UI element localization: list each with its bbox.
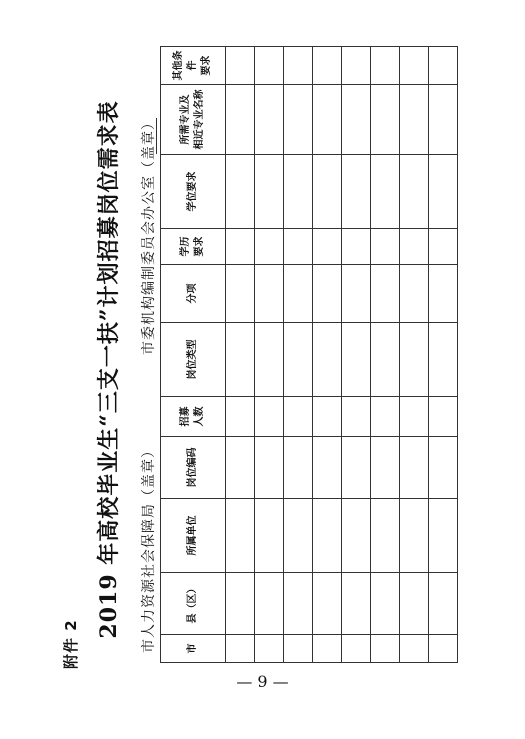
header-subitem: 分项 [161,265,226,323]
table-cell [226,229,255,265]
table-cell [226,499,255,573]
table-cell [429,155,458,229]
table-cell [313,155,342,229]
table-cell [255,85,284,155]
table-cell [429,397,458,437]
header-unit: 所属单位 [161,499,226,573]
page-number: — 9 — [236,672,289,691]
annex-label: 附件 2 [62,619,80,669]
table-cell [255,573,284,635]
table-cell [342,323,371,397]
table-cell [313,499,342,573]
table-cell [284,635,313,663]
table-cell [429,47,458,85]
table-cell [342,635,371,663]
table-row [371,47,400,663]
table-cell [400,437,429,499]
table-cell [400,229,429,265]
table-cell [371,437,400,499]
table-cell [429,635,458,663]
header-city: 市 [161,635,226,663]
table-cell [284,85,313,155]
table-cell [400,573,429,635]
table-cell [255,229,284,265]
header-headcount: 招募 人数 [161,397,226,437]
table-cell [313,85,342,155]
table-cell [342,397,371,437]
seal-underline [156,118,157,154]
table-cell [429,573,458,635]
table-cell [342,155,371,229]
table-cell [400,85,429,155]
table-cell [313,397,342,437]
table-body [226,47,458,663]
table-cell [313,323,342,397]
table-cell [255,155,284,229]
table-cell [284,155,313,229]
table-cell [226,437,255,499]
table-cell [342,499,371,573]
table-cell [400,635,429,663]
table-cell [313,573,342,635]
table-row [284,47,313,663]
table-cell [342,47,371,85]
table-cell [342,265,371,323]
table-cell [226,323,255,397]
table-cell [429,85,458,155]
table-cell [284,437,313,499]
table-cell [429,229,458,265]
table-cell [371,229,400,265]
table-cell [226,85,255,155]
hr-bureau-seal-line: 市人力资源社会保障局（盖章） [141,443,157,653]
header-post-type: 岗位类型 [161,323,226,397]
table-cell [226,47,255,85]
table-cell [284,573,313,635]
table-cell [313,229,342,265]
table-cell [400,265,429,323]
staffing-office-seal-line: 市委机构编制委员会办公室（盖章） [141,115,157,355]
table-cell [429,323,458,397]
table-cell [313,265,342,323]
table-cell [226,397,255,437]
table-cell [226,573,255,635]
table-cell [400,323,429,397]
table-cell [371,85,400,155]
header-post-code: 岗位编码 [161,437,226,499]
recruitment-table [160,46,458,663]
header-major: 所需专业及 相近专业名称 [161,85,226,155]
table-row [400,47,429,663]
table-cell [255,47,284,85]
table-cell [400,155,429,229]
table-cell [284,47,313,85]
table-cell [255,265,284,323]
table-cell [342,229,371,265]
table-cell [226,635,255,663]
table-cell [255,635,284,663]
table-cell [371,265,400,323]
table-cell [342,437,371,499]
table-cell [371,397,400,437]
table-row [429,47,458,663]
table-cell [371,323,400,397]
header-other-conditions: 其他条件 要求 [161,47,226,85]
table-cell [226,155,255,229]
table-cell [255,499,284,573]
table-cell [284,499,313,573]
table-row [313,47,342,663]
table-cell [313,47,342,85]
table-cell [284,323,313,397]
table-cell [342,85,371,155]
header-county: 县（区） [161,573,226,635]
table-cell [226,265,255,323]
table-cell [255,437,284,499]
table-cell [371,499,400,573]
table-cell [284,265,313,323]
table-cell [255,397,284,437]
table-row [255,47,284,663]
table-cell [284,397,313,437]
header-education: 学历 要求 [161,229,226,265]
table-cell [342,573,371,635]
table-cell [255,323,284,397]
table-cell [400,499,429,573]
page-title: 2019 年高校毕业生“三支一扶”计划招募岗位需求表 [96,100,122,639]
table-row [342,47,371,663]
table-cell [429,437,458,499]
table-cell [400,397,429,437]
table-cell [371,155,400,229]
table-cell [313,635,342,663]
table-cell [284,229,313,265]
table-header-row [161,47,226,663]
table-cell [371,47,400,85]
table-cell [371,573,400,635]
table-cell [429,265,458,323]
table-cell [429,499,458,573]
table-cell [400,47,429,85]
table-cell [371,635,400,663]
table-cell [313,437,342,499]
table-row [226,47,255,663]
header-degree: 学位要求 [161,155,226,229]
